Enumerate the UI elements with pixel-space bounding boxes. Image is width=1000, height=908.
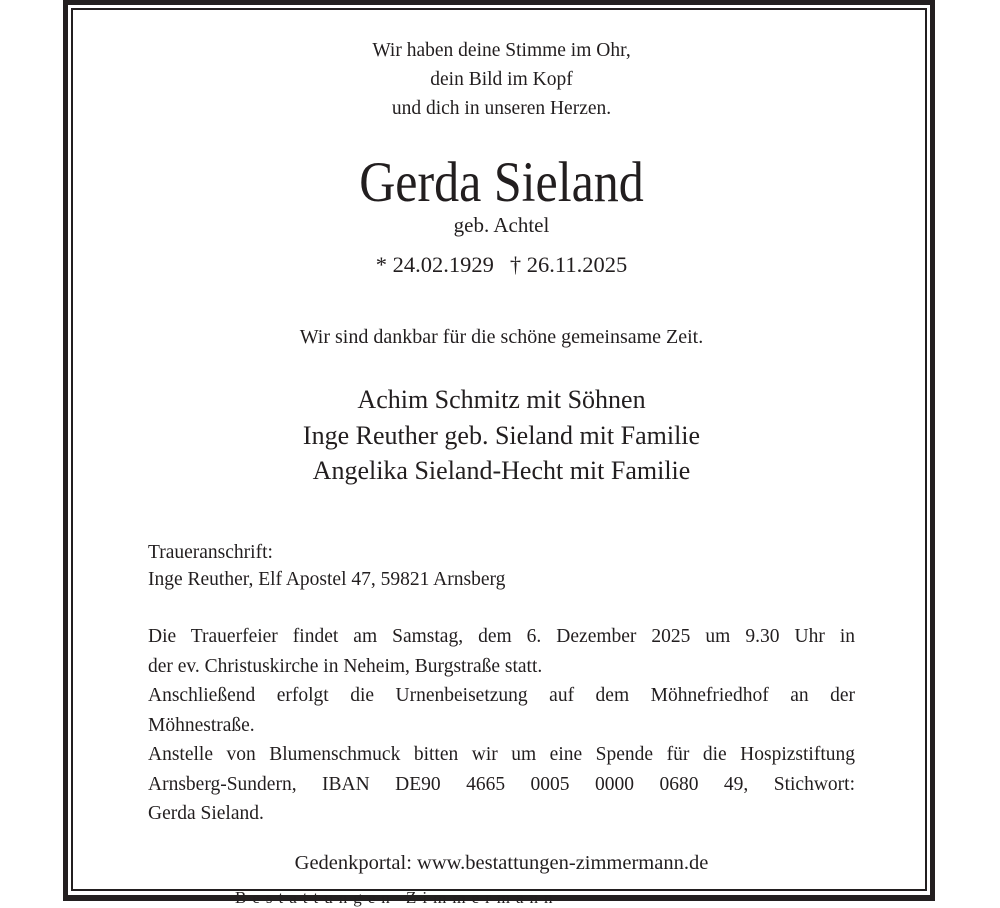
- details-line: Arnsberg-Sundern, IBAN DE90 4665 0005 0000 0680 49, Stichwort:: [148, 773, 855, 795]
- funeral-details: [148, 622, 855, 829]
- details-line: der ev. Christuskirche in Neheim, Burgstraße statt.: [148, 655, 543, 677]
- address-label: Traueranschrift:: [148, 542, 273, 563]
- details-line: Anschließend erfolgt die Urnenbeisetzung auf dem Möhnefriedhof an der: [148, 685, 855, 706]
- memorial-notice: [63, 0, 935, 907]
- details-line: Möhnestraße.: [148, 714, 255, 736]
- verse-line: dein Bild im Kopf: [430, 69, 573, 90]
- birth-date: * 24.02.1929: [375, 252, 494, 277]
- mourner-line: Inge Reuther geb. Sieland mit Familie: [302, 420, 701, 450]
- mourners-list: [148, 382, 855, 489]
- details-line: Gerda Sieland.: [148, 803, 264, 824]
- details-line: Anstelle von Blumenschmuck bitten wir um eine Spende für die Hospizstiftung: [148, 744, 855, 765]
- verse-line: Wir haben deine Stimme im Ohr,: [372, 40, 631, 61]
- thanks-line: Wir sind dankbar für die schöne gemeinsame Zeit.: [299, 326, 704, 348]
- opening-verse: [148, 36, 855, 123]
- mourner-line: Achim Schmitz mit Söhnen: [357, 385, 646, 414]
- memorial-portal-line: Gedenkportal: www.bestattungen-zimmermann.de: [294, 852, 709, 874]
- mourning-address: [148, 539, 855, 593]
- address-value: Inge Reuther, Elf Apostel 47, 59821 Arnsberg: [148, 569, 506, 590]
- maiden-name: geb. Achtel: [453, 213, 550, 237]
- bottom-cutoff-line: [235, 888, 655, 907]
- bottom-cutoff-text: Bestattungen Zimmermann: [235, 888, 559, 907]
- life-dates: [148, 251, 855, 278]
- mourner-line: Angelika Sieland-Hecht mit Familie: [312, 456, 691, 485]
- death-date: † 26.11.2025: [509, 252, 628, 277]
- details-line: Die Trauerfeier findet am Samstag, dem 6. Dezember 2025 um 9.30 Uhr in: [148, 626, 855, 647]
- deceased-name: Gerda Sieland: [359, 149, 644, 214]
- verse-line: und dich in unseren Herzen.: [391, 98, 612, 119]
